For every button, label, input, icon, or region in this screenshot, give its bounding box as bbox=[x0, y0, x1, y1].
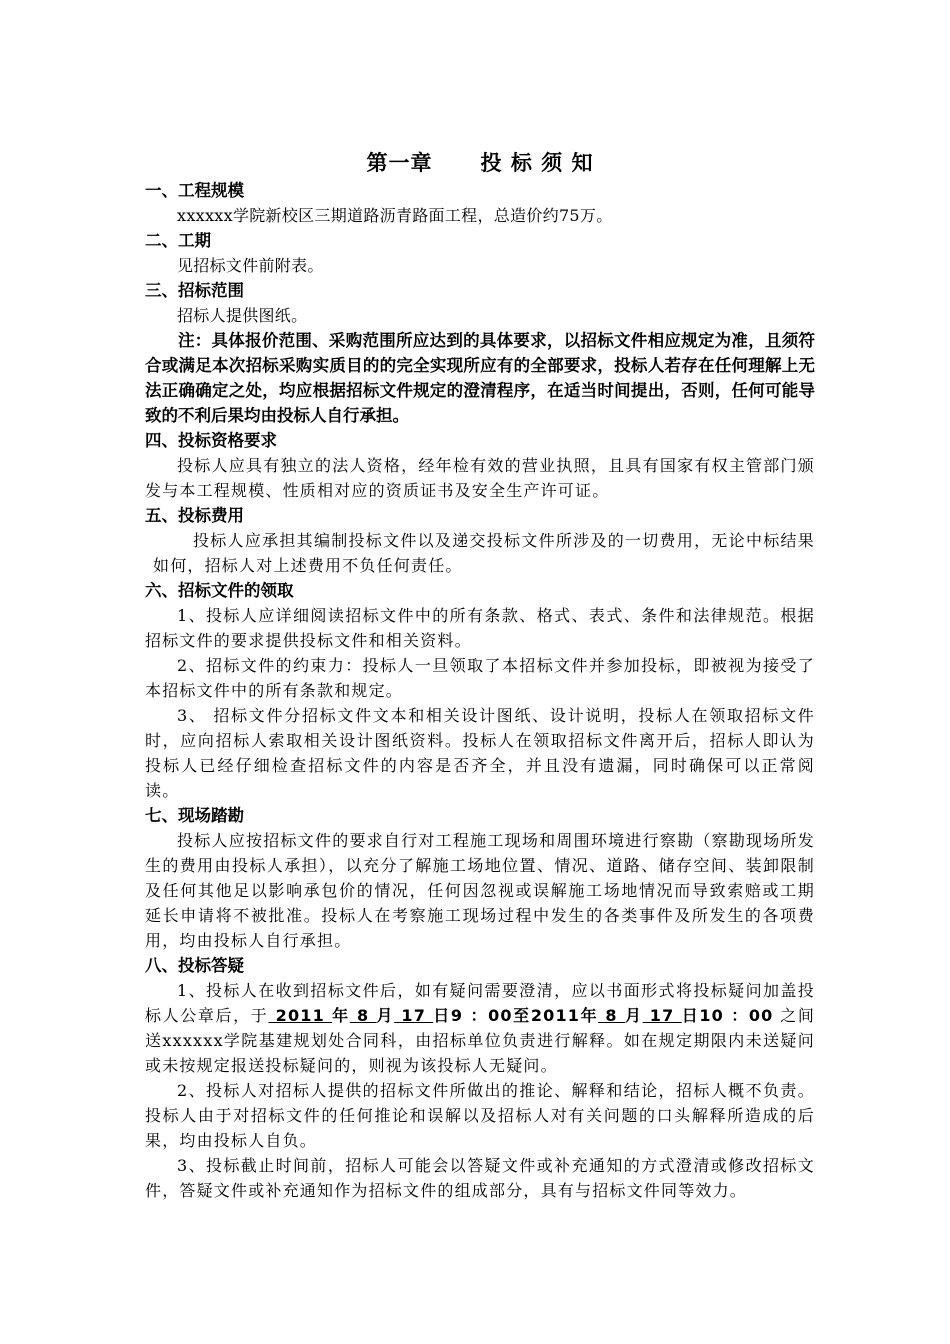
qa-start-month: 8 bbox=[349, 1006, 377, 1025]
qa-start-day: 17 bbox=[394, 1006, 434, 1025]
section-paragraph: 2、招标文件的约束力：投标人一旦领取了本招标文件并参加投标，即被视为接受了本招标文件中的所有条款和规定。 bbox=[145, 656, 815, 700]
chapter-number: 第一章 bbox=[366, 151, 433, 175]
qa-year-char: 年 bbox=[332, 1006, 350, 1025]
section-paragraph: 3、投标截止时间前，招标人可能会以答疑文件或补充通知的方式澄清或修改招标文件，答疑文件或补充通知作为招标文件的组成部分，具有与招标文件同等效力。 bbox=[145, 1156, 815, 1200]
qa-text-start: 1、投标人在收到招标文件后，如有疑问需要澄清，应以书面形式将投标疑问加盖投标人公章后，于 bbox=[145, 981, 815, 1025]
qa-year-char: 年 bbox=[580, 1006, 599, 1025]
chapter-title bbox=[145, 148, 815, 178]
qa-end-time: 10 ：00 bbox=[699, 1006, 774, 1025]
qa-day-char: 日 bbox=[433, 1006, 451, 1025]
section-paragraph: 2、投标人对招标人提供的招标文件所做出的推论、解释和结论，招标人概不负责。投标人由于对招标文件的任何推论和误解以及招标人对有关问题的口头解释所造成的后果，均由投标人自负。 bbox=[145, 1081, 815, 1150]
section-heading: 七、现场踏勘 bbox=[145, 806, 244, 825]
section-paragraph: 见招标文件前附表。 bbox=[177, 256, 324, 275]
qa-month-char: 月 bbox=[376, 1006, 395, 1025]
qa-start-year: 2011 bbox=[268, 1006, 333, 1025]
qa-end-month: 8 bbox=[598, 1006, 625, 1025]
section-heading: 一、工程规模 bbox=[145, 181, 244, 200]
chapter-name: 投 标 须 知 bbox=[480, 151, 594, 175]
section-heading: 四、投标资格要求 bbox=[145, 431, 277, 450]
section-paragraph: 招标人提供图纸。 bbox=[177, 306, 308, 325]
section-paragraph: xxxxxx学院新校区三期道路沥青路面工程，总造价约75万。 bbox=[177, 206, 613, 225]
qa-end-year: 2011 bbox=[530, 1006, 581, 1025]
section-paragraph: 投标人应按招标文件的要求自行对工程施工现场和周围环境进行察勘（察勘现场所发生的费用由投标人承担），以充分了解施工场地位置、情况、道路、储存空间、装卸限制及任何其他足以影响承包价的情况，任何因忽视或误解施工场地情况而导致索赔或工期延长申请将不被批准。投标人在考察施工现场过程中发生的各类事件及所发生的各项费用，均由投标人自行承担。 bbox=[145, 831, 815, 950]
section-paragraph bbox=[145, 978, 815, 1078]
document-body bbox=[145, 148, 815, 1203]
qa-to-char: 至 bbox=[512, 1006, 531, 1025]
section-paragraph: 投标人应承担其编制投标文件以及递交投标文件所涉及的一切费用，无论中标结果如何，招标人对上述费用不负任何责任。 bbox=[153, 531, 815, 575]
section-paragraph: 投标人应具有独立的法人资格，经年检有效的营业执照，且具有国家有权主管部门颁发与本工程规模、性质相对应的资质证书及安全生产许可证。 bbox=[145, 456, 815, 500]
section-heading: 三、招标范围 bbox=[145, 281, 244, 300]
qa-text-end: 之间送xxxxxx学院基建规划处合同科，由招标单位负责进行解释。如在规定期限内未送疑问或未按规定报送投标疑问的，则视为该投标人无疑问。 bbox=[145, 1006, 816, 1075]
section-heading: 五、投标费用 bbox=[145, 506, 244, 525]
qa-end-day: 17 bbox=[642, 1006, 682, 1025]
section-paragraph: 3、 招标文件分招标文件文本和相关设计图纸、设计说明，投标人在领取招标文件时，应向招标人索取相关设计图纸资料。投标人在领取招标文件离开后，招标人即认为投标人已经仔细检查招标文件的内容是否齐全，并且没有遗漏，同时确保可以正常阅读。 bbox=[145, 706, 815, 800]
section-heading: 二、工期 bbox=[145, 231, 211, 250]
qa-day-char: 日 bbox=[681, 1006, 700, 1025]
qa-month-char: 月 bbox=[624, 1006, 643, 1025]
section-paragraph: 1、投标人应详细阅读招标文件中的所有条款、格式、表式、条件和法律规范。根据招标文件的要求提供投标文件和相关资料。 bbox=[145, 606, 815, 650]
section-heading: 六、招标文件的领取 bbox=[145, 581, 294, 600]
qa-start-time: 9 ：00 bbox=[450, 1006, 513, 1025]
section-heading: 八、投标答疑 bbox=[145, 956, 244, 975]
scope-note: 注：具体报价范围、采购范围所应达到的具体要求，以招标文件相应规定为准，且须符合或满足本次招标采购实质目的的完全实现所应有的全部要求，投标人若存在任何理解上无法正确确定之处，均应根据招标文件规定的澄清程序，在适当时间提出，否则，任何可能导致的不利后果均由投标人自行承担。 bbox=[145, 331, 815, 425]
